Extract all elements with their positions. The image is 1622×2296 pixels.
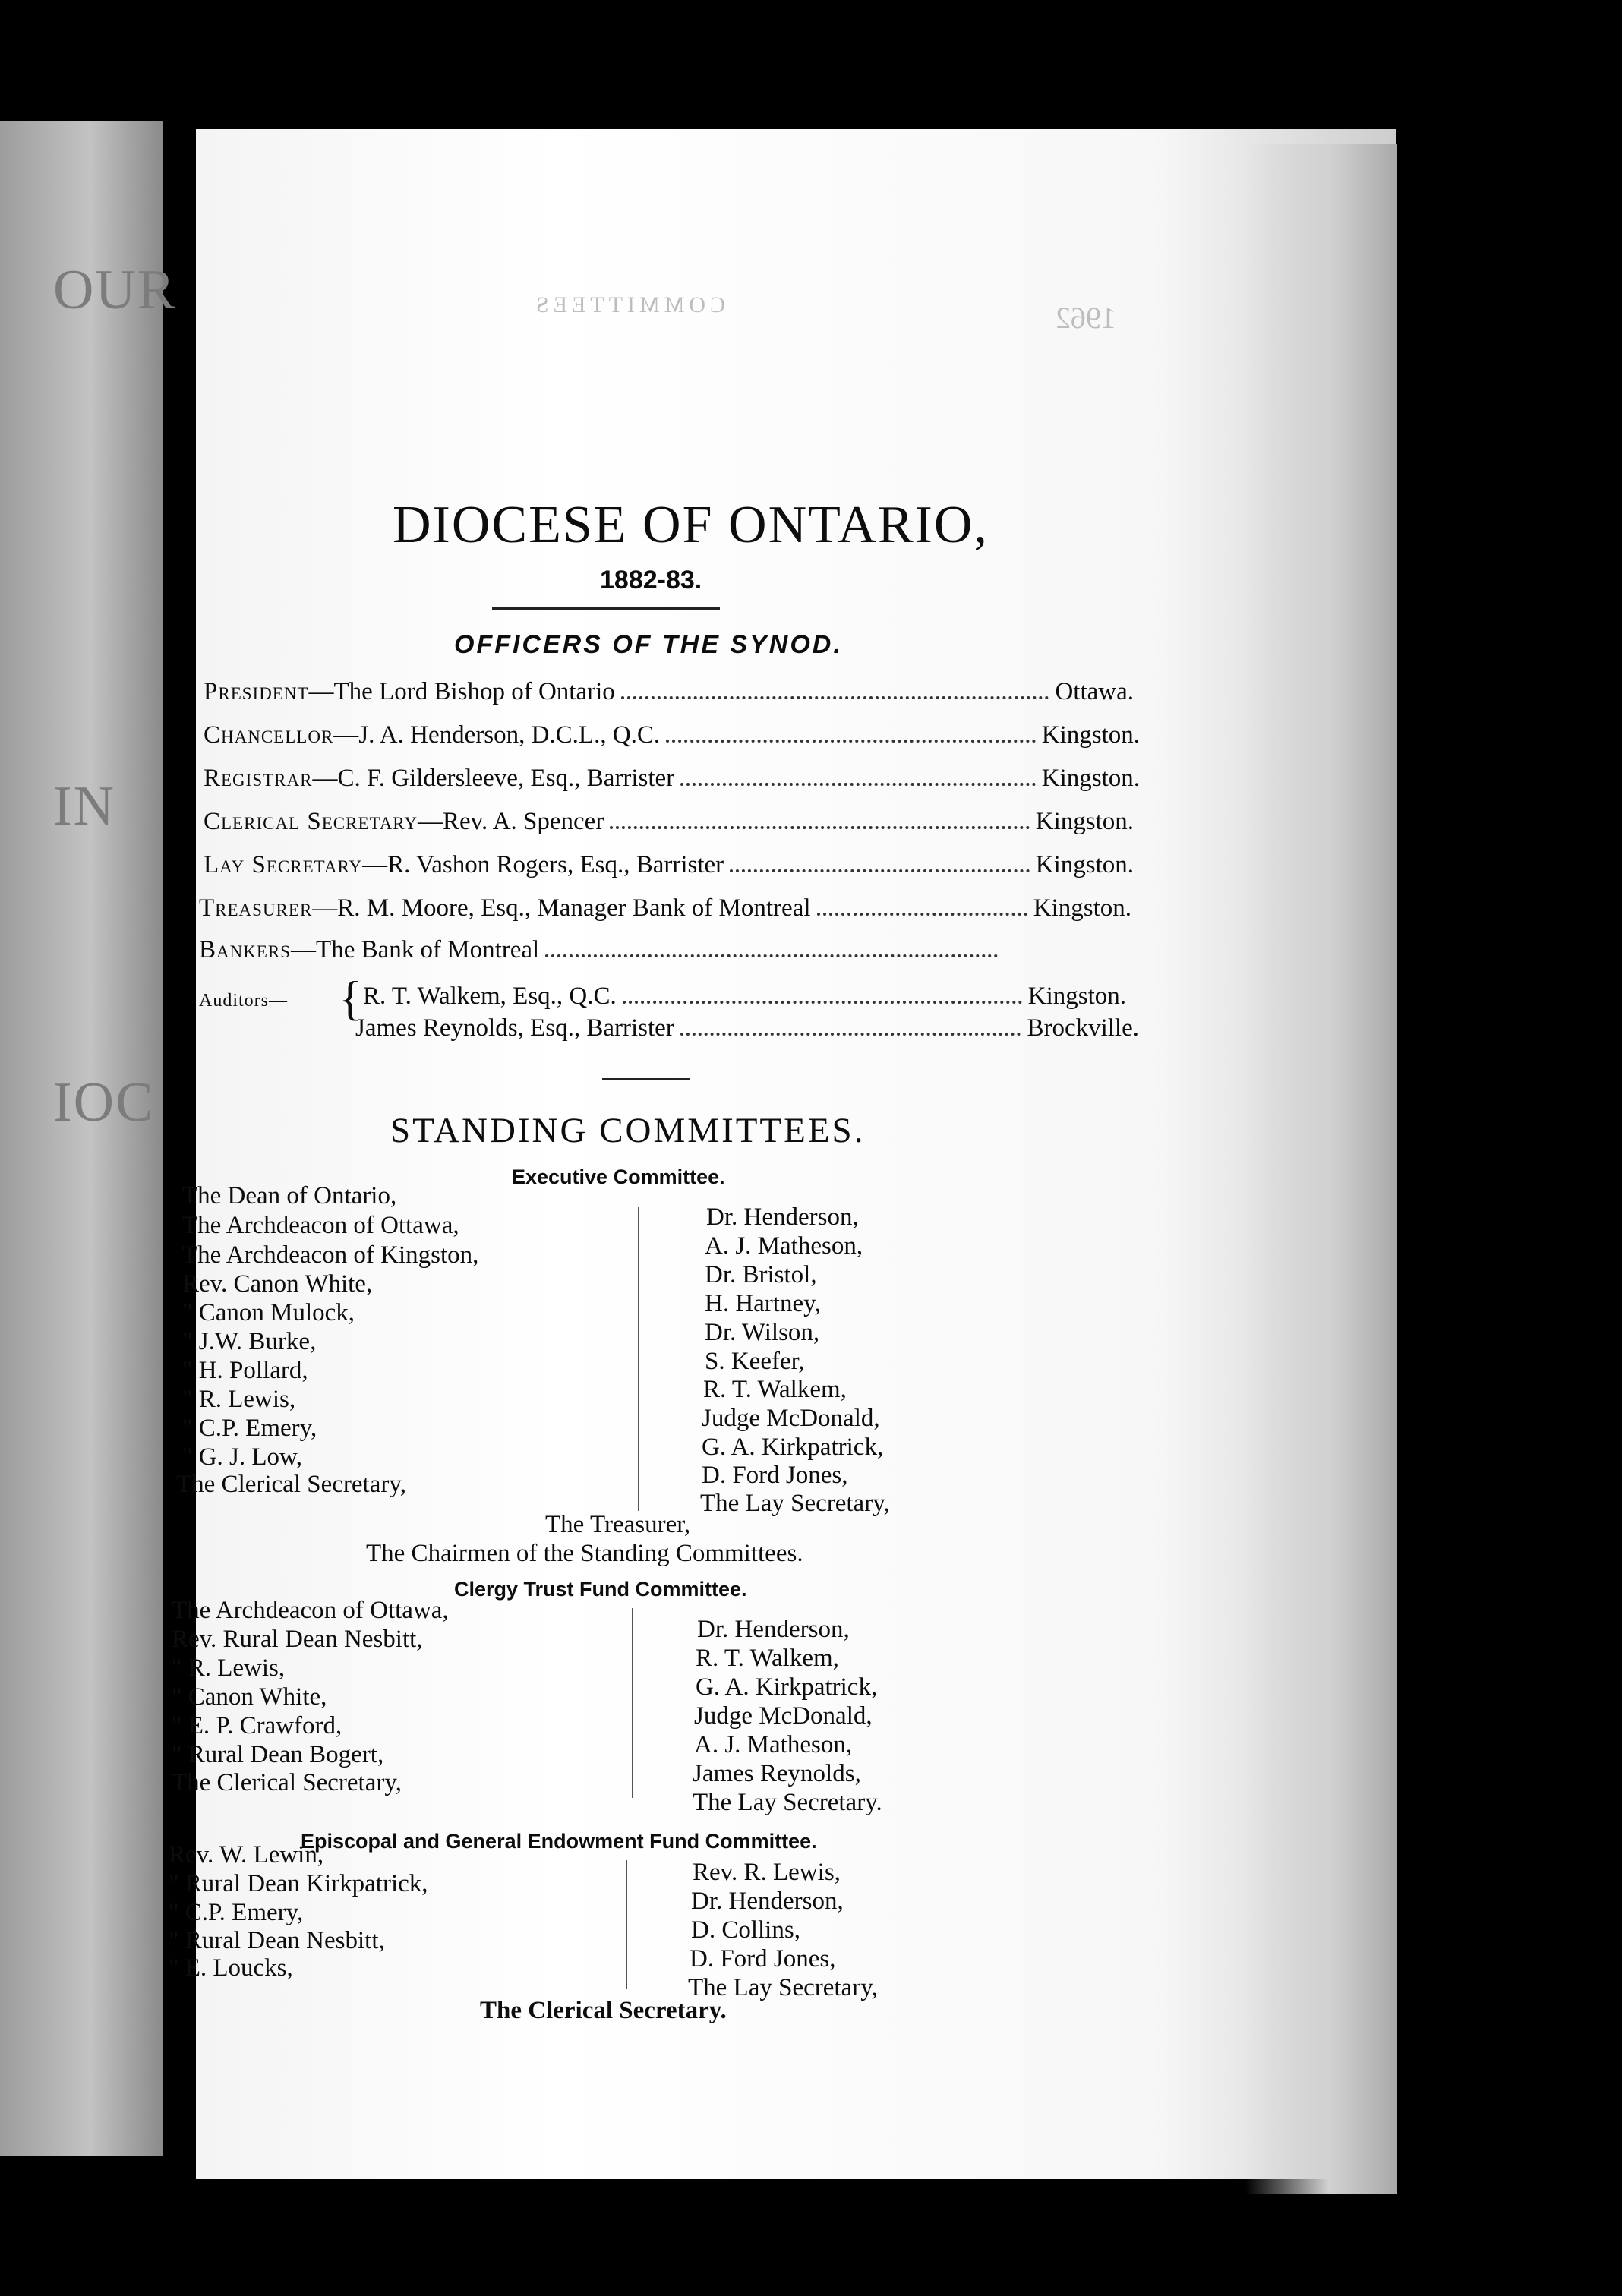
member: The Archdeacon of Ottawa, bbox=[182, 1212, 459, 1239]
year: 1882-83. bbox=[600, 566, 702, 594]
member: The Archdeacon of Ottawa, bbox=[172, 1597, 449, 1624]
divider bbox=[602, 1078, 690, 1080]
officer-role: Bankers bbox=[199, 936, 292, 964]
member: " Rural Dean Nesbitt, bbox=[169, 1927, 385, 1954]
member: " J.W. Burke, bbox=[182, 1328, 317, 1355]
committee-heading: Clergy Trust Fund Committee. bbox=[454, 1578, 747, 1601]
member: The Clerical Secretary, bbox=[172, 1769, 402, 1796]
member: " E. Loucks, bbox=[169, 1954, 293, 1982]
auditor-place: Kingston. bbox=[1027, 982, 1126, 1010]
member: " C.P. Emery, bbox=[182, 1414, 317, 1442]
bleed-page-number: 1962 bbox=[1056, 301, 1116, 335]
officer-place: Kingston. bbox=[1035, 851, 1134, 878]
officer-place: Kingston. bbox=[1041, 721, 1140, 749]
officer-registrar bbox=[204, 765, 1140, 793]
officer-name: —Rev. A. Spencer bbox=[418, 808, 604, 835]
leader-dots bbox=[680, 783, 1036, 786]
member: Judge McDonald, bbox=[694, 1702, 873, 1730]
member: Dr. Bristol, bbox=[705, 1261, 817, 1288]
member: Dr. Wilson, bbox=[705, 1319, 820, 1346]
member: D. Ford Jones, bbox=[690, 1945, 836, 1973]
officer-bankers bbox=[199, 936, 1004, 964]
member: The Clerical Secretary, bbox=[176, 1471, 406, 1498]
member: Rev. R. Lewis, bbox=[693, 1859, 841, 1886]
committee-footer: The Clerical Secretary. bbox=[480, 1997, 727, 2024]
member: " C.P. Emery, bbox=[169, 1899, 304, 1926]
leader-dots bbox=[610, 826, 1029, 829]
leader-dots bbox=[730, 869, 1030, 872]
officer-name: —The Bank of Montreal bbox=[291, 936, 540, 964]
officers-heading: OFFICERS OF THE SYNOD. bbox=[454, 630, 843, 659]
member: " Rural Dean Bogert, bbox=[172, 1741, 384, 1768]
officer-place: Kingston. bbox=[1041, 765, 1140, 792]
officer-name: —J. A. Henderson, D.C.L., Q.C. bbox=[333, 721, 661, 749]
auditor-name: James Reynolds, Esq., Barrister bbox=[355, 1014, 674, 1042]
committee-heading: Executive Committee. bbox=[512, 1165, 725, 1188]
member: " G. J. Low, bbox=[182, 1443, 302, 1471]
member: Judge McDonald, bbox=[702, 1405, 880, 1432]
member: " Canon Mulock, bbox=[182, 1299, 355, 1326]
member: Dr. Henderson, bbox=[691, 1888, 844, 1915]
leader-dots bbox=[666, 740, 1036, 743]
page-edge-shadow bbox=[1245, 144, 1397, 2194]
member: " Canon White, bbox=[172, 1683, 327, 1711]
leader-dots bbox=[621, 696, 1049, 699]
auditor-name: R. T. Walkem, Esq., Q.C. bbox=[363, 982, 617, 1010]
officer-clerical-secretary bbox=[204, 808, 1134, 836]
officer-treasurer bbox=[199, 894, 1131, 922]
member: S. Keefer, bbox=[705, 1348, 805, 1375]
officer-president bbox=[204, 678, 1134, 706]
member: The Dean of Ontario, bbox=[182, 1182, 397, 1210]
member: Dr. Henderson, bbox=[697, 1616, 850, 1643]
column-divider bbox=[632, 1608, 633, 1798]
officer-place: Kingston. bbox=[1035, 808, 1134, 835]
page-title: DIOCESE OF ONTARIO, bbox=[393, 496, 989, 554]
brace-icon: { bbox=[339, 971, 362, 1025]
auditor-entry bbox=[355, 1014, 1139, 1042]
member: The Lay Secretary, bbox=[700, 1490, 890, 1517]
committee-heading: Episcopal and General Endowment Fund Committee. bbox=[301, 1830, 817, 1853]
member: " E. P. Crawford, bbox=[172, 1712, 342, 1739]
officer-role: Clerical Secretary bbox=[204, 808, 418, 835]
leader-dots bbox=[817, 913, 1027, 916]
officer-role: President bbox=[204, 678, 309, 705]
member: " Rural Dean Kirkpatrick, bbox=[169, 1870, 428, 1897]
leader-dots bbox=[545, 954, 998, 957]
officer-chancellor bbox=[204, 721, 1140, 749]
section-title: STANDING COMMITTEES. bbox=[390, 1111, 866, 1150]
officer-role: Treasurer bbox=[199, 894, 313, 922]
member: The Lay Secretary. bbox=[693, 1789, 882, 1816]
member: The Lay Secretary, bbox=[688, 1974, 878, 2001]
auditor-entry bbox=[363, 982, 1126, 1011]
member: " R. Lewis, bbox=[172, 1654, 286, 1682]
member: H. Hartney, bbox=[705, 1290, 821, 1317]
officer-place: Ottawa. bbox=[1055, 678, 1134, 705]
column-divider bbox=[626, 1860, 627, 1989]
officer-role: Registrar bbox=[204, 765, 313, 792]
divider bbox=[492, 607, 720, 610]
facing-page bbox=[0, 121, 177, 2156]
member: Rev. W. Lewin, bbox=[169, 1841, 324, 1869]
facing-page-text: IN bbox=[53, 775, 116, 837]
leader-dots bbox=[623, 1001, 1022, 1004]
committee-footer: The Treasurer, bbox=[545, 1511, 691, 1538]
committee-footer: The Chairmen of the Standing Committees. bbox=[366, 1540, 803, 1567]
officer-name: —The Lord Bishop of Ontario bbox=[308, 678, 615, 705]
officer-role: Lay Secretary bbox=[204, 851, 363, 878]
officer-name: —C. F. Gildersleeve, Esq., Barrister bbox=[312, 765, 675, 792]
member: A. J. Matheson, bbox=[705, 1232, 863, 1260]
member: " H. Pollard, bbox=[182, 1357, 308, 1384]
member: A. J. Matheson, bbox=[694, 1731, 853, 1758]
column-divider bbox=[638, 1207, 639, 1511]
officer-lay-secretary bbox=[204, 851, 1134, 879]
officer-name: —R. Vashon Rogers, Esq., Barrister bbox=[362, 851, 724, 878]
bleed-running-head: COMMITTEES bbox=[532, 292, 725, 317]
member: Rev. Canon White, bbox=[182, 1270, 373, 1298]
facing-page-text: OUR bbox=[53, 259, 177, 321]
member: G. A. Kirkpatrick, bbox=[702, 1433, 884, 1461]
member: The Archdeacon of Kingston, bbox=[182, 1241, 479, 1269]
officer-role: Chancellor bbox=[204, 721, 334, 749]
member: Rev. Rural Dean Nesbitt, bbox=[172, 1626, 423, 1653]
member: James Reynolds, bbox=[693, 1760, 861, 1787]
officer-place: Kingston. bbox=[1033, 894, 1131, 922]
facing-page-text: IOC bbox=[53, 1071, 155, 1134]
member: G. A. Kirkpatrick, bbox=[696, 1673, 878, 1701]
officer-name: —R. M. Moore, Esq., Manager Bank of Montreal bbox=[312, 894, 811, 922]
auditor-place: Brockville. bbox=[1027, 1014, 1139, 1042]
member: " R. Lewis, bbox=[182, 1386, 296, 1413]
leader-dots bbox=[680, 1033, 1021, 1036]
member: Dr. Henderson, bbox=[706, 1203, 859, 1231]
member: R. T. Walkem, bbox=[696, 1645, 839, 1672]
member: D. Collins, bbox=[691, 1916, 800, 1944]
auditors-role: Auditors— bbox=[199, 991, 288, 1011]
member: R. T. Walkem, bbox=[703, 1376, 847, 1403]
member: D. Ford Jones, bbox=[702, 1462, 848, 1489]
